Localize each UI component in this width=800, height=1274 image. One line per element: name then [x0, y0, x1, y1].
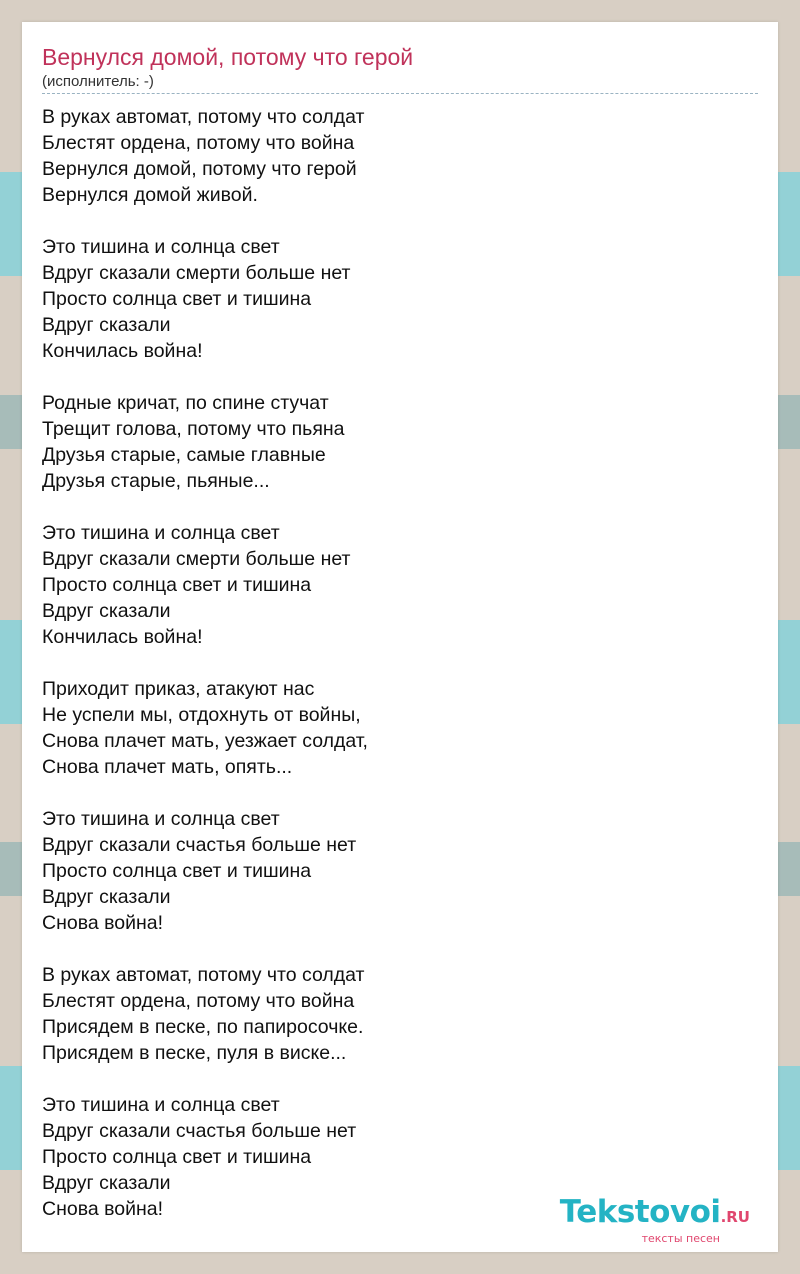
lyrics-line: В руках автомат, потому что солдат	[42, 106, 365, 128]
lyrics-line: Вдруг сказали смерти больше нет	[42, 548, 351, 570]
lyrics-text	[42, 104, 368, 1248]
lyrics-line: Вернулся домой, потому что герой	[42, 158, 357, 180]
lyrics-line: Не успели мы, отдохнуть от войны,	[42, 704, 361, 726]
lyrics-stanza	[42, 390, 368, 494]
lyrics-line: Трещит голова, потому что пьяна	[42, 418, 345, 440]
lyrics-line: В руках автомат, потому что солдат	[42, 964, 365, 986]
lyrics-line: Просто солнца свет и тишина	[42, 288, 312, 310]
lyrics-line: Просто солнца свет и тишина	[42, 574, 312, 596]
lyrics-stanza	[42, 520, 368, 650]
logo-tld: .RU	[720, 1208, 750, 1226]
site-logo[interactable]	[559, 1194, 750, 1245]
lyrics-stanza	[42, 1092, 368, 1222]
lyrics-line: Кончилась война!	[42, 340, 203, 362]
title-divider	[42, 93, 758, 94]
lyrics-line: Снова плачет мать, уезжает солдат,	[42, 730, 368, 752]
lyrics-line: Блестят ордена, потому что война	[42, 132, 355, 154]
lyrics-stanza	[42, 676, 368, 780]
lyrics-stanza	[42, 962, 368, 1066]
lyrics-line: Вдруг сказали счастья больше нет	[42, 1120, 357, 1142]
song-title: Вернулся домой, потому что герой	[42, 44, 414, 70]
logo-tagline: тексты песен	[641, 1232, 720, 1245]
lyrics-line: Вернулся домой живой.	[42, 184, 258, 206]
lyrics-line: Просто солнца свет и тишина	[42, 1146, 312, 1168]
lyrics-line: Кончилась война!	[42, 626, 203, 648]
lyrics-line: Вдруг сказали счастья больше нет	[42, 834, 357, 856]
logo-name: Tekstovoi	[559, 1194, 721, 1230]
lyrics-line: Снова война!	[42, 1198, 164, 1220]
lyrics-line: Снова война!	[42, 912, 164, 934]
lyrics-line: Друзья старые, пьяные...	[42, 470, 270, 492]
lyrics-stanza	[42, 104, 368, 208]
lyrics-line: Приходит приказ, атакуют нас	[42, 678, 315, 700]
lyrics-line: Друзья старые, самые главные	[42, 444, 326, 466]
lyrics-card	[22, 22, 778, 1252]
lyrics-line: Родные кричат, по спине стучат	[42, 392, 329, 414]
lyrics-line: Вдруг сказали	[42, 886, 171, 908]
lyrics-line: Просто солнца свет и тишина	[42, 860, 312, 882]
lyrics-line: Это тишина и солнца свет	[42, 522, 280, 544]
lyrics-line: Снова плачет мать, опять...	[42, 756, 293, 778]
lyrics-line: Блестят ордена, потому что война	[42, 990, 355, 1012]
lyrics-line: Вдруг сказали	[42, 314, 171, 336]
lyrics-line: Это тишина и солнца свет	[42, 808, 280, 830]
lyrics-line: Присядем в песке, по папиросочке.	[42, 1016, 364, 1038]
lyrics-line: Вдруг сказали	[42, 1172, 171, 1194]
lyrics-line: Присядем в песке, пуля в виске...	[42, 1042, 347, 1064]
lyrics-line: Вдруг сказали	[42, 600, 171, 622]
lyrics-line: Это тишина и солнца свет	[42, 1094, 280, 1116]
lyrics-stanza	[42, 806, 368, 936]
lyrics-stanza	[42, 234, 368, 364]
artist-line: (исполнитель: -)	[42, 73, 154, 90]
lyrics-line: Это тишина и солнца свет	[42, 236, 280, 258]
lyrics-line: Вдруг сказали смерти больше нет	[42, 262, 351, 284]
